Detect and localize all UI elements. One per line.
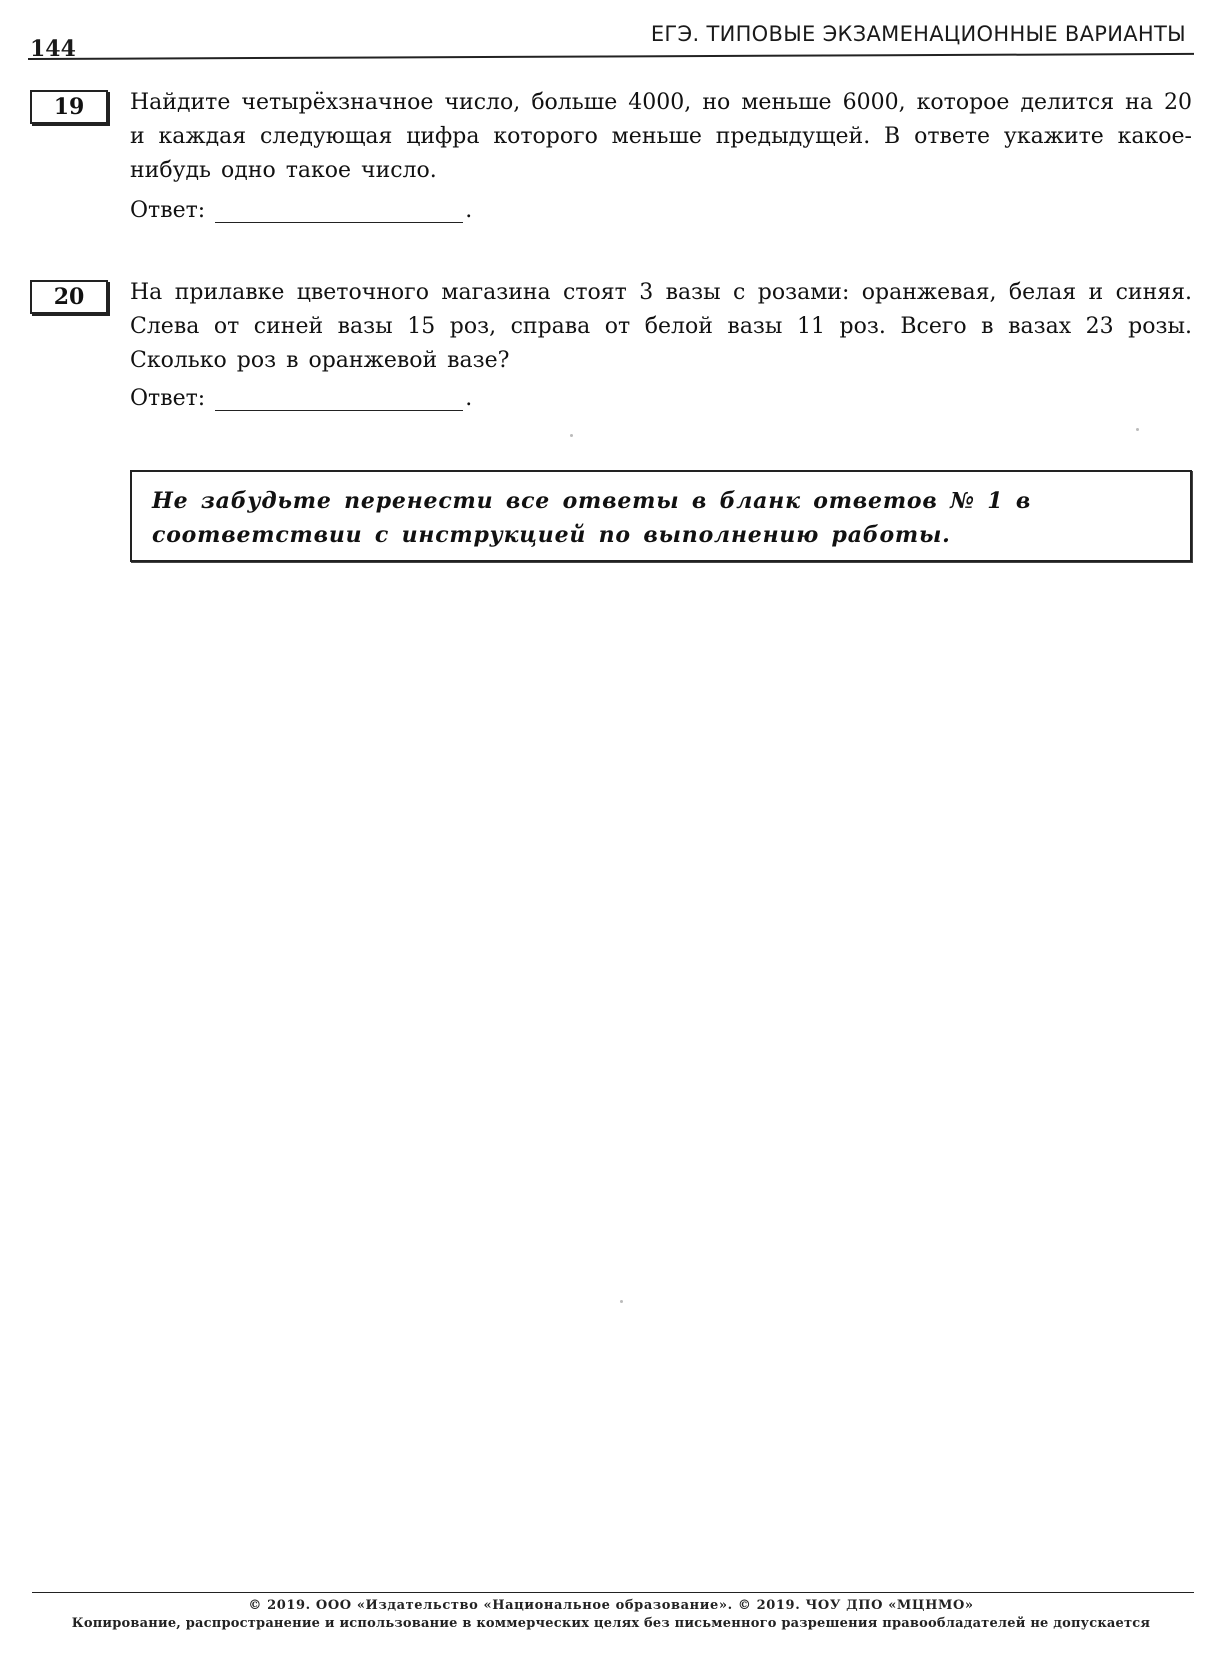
answer-row <box>130 198 472 223</box>
scan-speck <box>570 434 573 437</box>
scan-speck <box>1136 428 1139 431</box>
answer-label: Ответ: <box>130 198 206 223</box>
scan-speck <box>620 1300 623 1303</box>
running-header: ЕГЭ. ТИПОВЫЕ ЭКЗАМЕНАЦИОННЫЕ ВАРИАНТЫ <box>650 22 1186 46</box>
answer-label: Ответ: <box>130 386 206 411</box>
header-divider <box>28 53 1194 60</box>
answer-end-punctuation: . <box>465 386 473 411</box>
answer-field[interactable] <box>215 202 463 223</box>
task-number-box: 20 <box>30 280 108 314</box>
footer-copyright: © 2019. ООО «Издательство «Национальное образование». © 2019. ЧОУ ДПО «МЦНМО» <box>248 1598 974 1613</box>
answer-row <box>130 386 472 411</box>
task-number-box: 19 <box>30 90 108 124</box>
notice-box <box>130 470 1192 562</box>
task-text: Найдите четырёхзначное число, больше 4000, но меньше 6000, которое делится на 20 и каждая следующая цифра которого меньше предыдущей. В ответе укажите какое-нибудь одно такое число. <box>130 90 1192 183</box>
answer-end-punctuation: . <box>465 198 473 223</box>
footer-rights-notice: Копирование, распространение и использование в коммерческих целях без письменного разрешения правообладателей не допускается <box>71 1616 1151 1631</box>
page-number: 144 <box>30 36 76 62</box>
notice-text: Не забудьте перенести все ответы в бланк ответов № 1 в соответствии с инструкцией по выполнению работы. <box>152 488 1032 548</box>
answer-field[interactable] <box>215 390 463 411</box>
footer-divider <box>32 1592 1194 1593</box>
task-text: На прилавке цветочного магазина стоят 3 вазы с розами: оранжевая, белая и синяя. Слева от синей вазы 15 роз, справа от белой вазы 11 роз. Всего в вазах 23 розы. Сколько роз в оранжевой вазе? <box>130 280 1192 373</box>
